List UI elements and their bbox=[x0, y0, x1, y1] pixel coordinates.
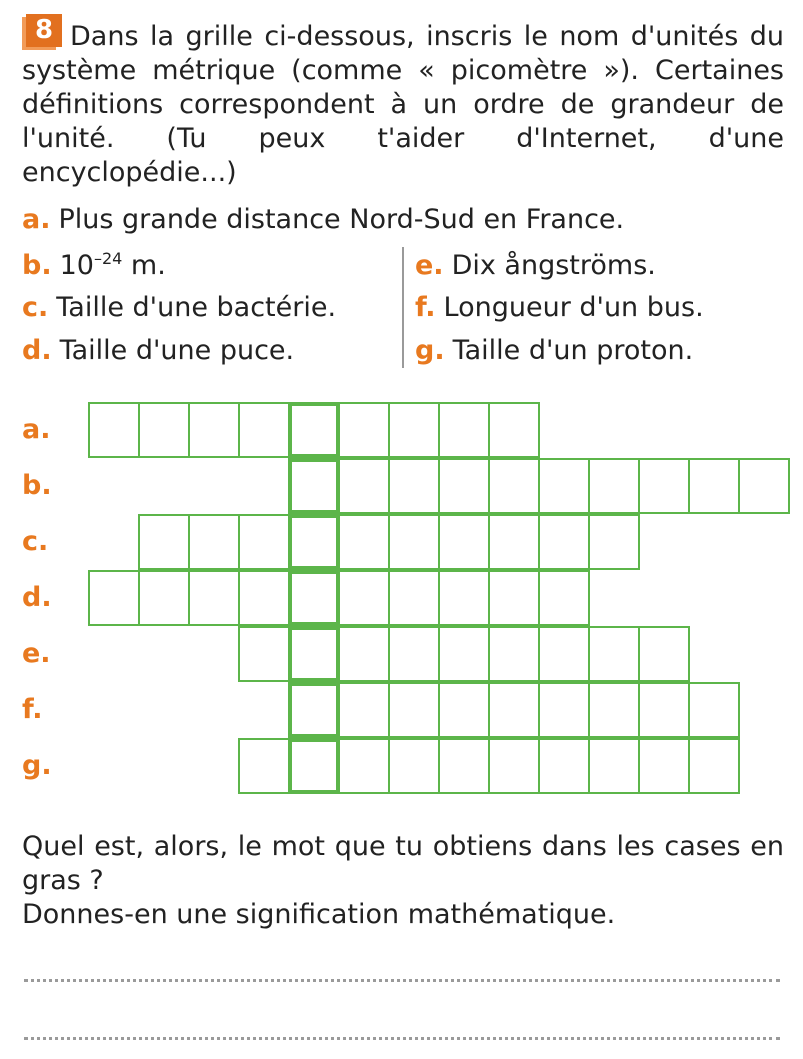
grid-cell[interactable] bbox=[438, 570, 490, 626]
definition-text: Longueur d'un bus. bbox=[443, 292, 704, 323]
grid-cell[interactable] bbox=[488, 402, 540, 458]
grid-cell[interactable] bbox=[588, 458, 640, 514]
grid-cell[interactable] bbox=[88, 570, 140, 626]
grid-cell-bold[interactable] bbox=[288, 626, 340, 682]
answer-line-2[interactable] bbox=[24, 1037, 780, 1040]
grid-cell[interactable] bbox=[438, 402, 490, 458]
grid-cell[interactable] bbox=[388, 514, 440, 570]
definition-text: Dix ångströms. bbox=[451, 250, 656, 281]
question-line-2: Donnes-en une signification mathématique. bbox=[22, 899, 616, 930]
grid-cell[interactable] bbox=[488, 626, 540, 682]
grid-cell-bold[interactable] bbox=[288, 402, 340, 458]
definition-letter: f. bbox=[415, 292, 436, 323]
grid-cell[interactable] bbox=[238, 402, 290, 458]
grid-cell[interactable] bbox=[438, 514, 490, 570]
grid-cell[interactable] bbox=[238, 738, 290, 794]
grid-cell[interactable] bbox=[188, 570, 240, 626]
grid-cell[interactable] bbox=[438, 626, 490, 682]
grid-cell[interactable] bbox=[238, 570, 290, 626]
grid-cell[interactable] bbox=[388, 458, 440, 514]
question bbox=[22, 830, 784, 932]
grid-cell-bold[interactable] bbox=[288, 458, 340, 514]
grid-cell[interactable] bbox=[688, 458, 740, 514]
grid-cell[interactable] bbox=[188, 402, 240, 458]
definition-text: Taille d'un proton. bbox=[452, 335, 694, 366]
exercise-intro bbox=[22, 14, 784, 190]
grid-cell[interactable] bbox=[338, 402, 390, 458]
row-label: e. bbox=[22, 638, 51, 669]
row-label: a. bbox=[22, 414, 51, 445]
grid-cell[interactable] bbox=[538, 458, 590, 514]
exercise-number-badge bbox=[22, 14, 62, 50]
intro-text: Dans la grille ci-dessous, inscris le nom d'unités du système métrique (comme « picomètre »). Certaines définitions correspondent à un ordre de grandeur de l'unité. (Tu peux t'aider d'Internet, d'une encyclopédie...) bbox=[22, 21, 784, 188]
grid-cell[interactable] bbox=[538, 570, 590, 626]
grid-cell[interactable] bbox=[638, 626, 690, 682]
definition-a bbox=[22, 203, 624, 237]
definition-letter: g. bbox=[415, 335, 445, 366]
grid-cell[interactable] bbox=[488, 738, 540, 794]
grid-cell-bold[interactable] bbox=[288, 514, 340, 570]
definitions-divider bbox=[402, 247, 404, 368]
grid-cell[interactable] bbox=[338, 738, 390, 794]
definition-letter: d. bbox=[22, 335, 52, 366]
grid-cell[interactable] bbox=[138, 402, 190, 458]
definition-letter: b. bbox=[22, 250, 52, 281]
definition-base: 10 bbox=[59, 250, 94, 281]
definition-f bbox=[415, 291, 704, 325]
grid-cell[interactable] bbox=[238, 514, 290, 570]
definition-d bbox=[22, 334, 294, 368]
grid-cell-bold[interactable] bbox=[288, 738, 340, 794]
definition-b bbox=[22, 249, 166, 283]
grid-cell[interactable] bbox=[138, 514, 190, 570]
definition-text: Taille d'une bactérie. bbox=[56, 292, 337, 323]
grid-cell[interactable] bbox=[538, 682, 590, 738]
grid-cell[interactable] bbox=[338, 682, 390, 738]
grid-cell[interactable] bbox=[488, 682, 540, 738]
definition-e bbox=[415, 249, 656, 283]
grid-cell[interactable] bbox=[338, 626, 390, 682]
grid-cell[interactable] bbox=[338, 458, 390, 514]
grid-cell[interactable] bbox=[238, 626, 290, 682]
grid-cell[interactable] bbox=[388, 738, 440, 794]
definition-letter: c. bbox=[22, 292, 49, 323]
definition-g bbox=[415, 334, 693, 368]
row-label: d. bbox=[22, 582, 52, 613]
grid-cell[interactable] bbox=[338, 570, 390, 626]
definition-text: Plus grande distance Nord-Sud en France. bbox=[58, 204, 625, 235]
grid-cell[interactable] bbox=[388, 402, 440, 458]
grid-cell[interactable] bbox=[538, 514, 590, 570]
grid-cell[interactable] bbox=[538, 626, 590, 682]
exercise-number: 8 bbox=[26, 14, 62, 47]
definition-unit: m. bbox=[122, 250, 166, 281]
grid-cell[interactable] bbox=[688, 682, 740, 738]
grid-cell[interactable] bbox=[488, 570, 540, 626]
definition-c bbox=[22, 291, 336, 325]
grid-cell[interactable] bbox=[438, 738, 490, 794]
grid-cell[interactable] bbox=[688, 738, 740, 794]
question-line-1: Quel est, alors, le mot que tu obtiens dans les cases en gras ? bbox=[22, 831, 784, 896]
row-label: b. bbox=[22, 470, 52, 501]
grid-cell[interactable] bbox=[338, 514, 390, 570]
row-label: g. bbox=[22, 750, 52, 781]
definition-text: Taille d'une puce. bbox=[59, 335, 295, 366]
grid-cell[interactable] bbox=[438, 682, 490, 738]
definition-letter: e. bbox=[415, 250, 444, 281]
grid-cell[interactable] bbox=[638, 738, 690, 794]
grid-cell[interactable] bbox=[588, 682, 640, 738]
grid-cell[interactable] bbox=[738, 458, 790, 514]
grid-cell[interactable] bbox=[538, 738, 590, 794]
grid-cell[interactable] bbox=[388, 570, 440, 626]
grid-cell[interactable] bbox=[388, 626, 440, 682]
grid-cell[interactable] bbox=[588, 514, 640, 570]
grid-cell-bold[interactable] bbox=[288, 682, 340, 738]
grid-cell[interactable] bbox=[588, 738, 640, 794]
grid-cell[interactable] bbox=[438, 458, 490, 514]
definition-exponent: –24 bbox=[93, 249, 123, 268]
grid-cell[interactable] bbox=[488, 514, 540, 570]
row-label: f. bbox=[22, 694, 43, 725]
grid-cell[interactable] bbox=[388, 682, 440, 738]
answer-line-1[interactable] bbox=[24, 979, 780, 982]
definition-letter: a. bbox=[22, 204, 51, 235]
grid-cell[interactable] bbox=[638, 682, 690, 738]
grid-cell[interactable] bbox=[638, 458, 690, 514]
grid-cell-bold[interactable] bbox=[288, 570, 340, 626]
row-label: c. bbox=[22, 526, 49, 557]
grid-cell[interactable] bbox=[488, 458, 540, 514]
grid-cell[interactable] bbox=[138, 570, 190, 626]
grid-cell[interactable] bbox=[88, 402, 140, 458]
grid-cell[interactable] bbox=[588, 626, 640, 682]
grid-cell[interactable] bbox=[188, 514, 240, 570]
